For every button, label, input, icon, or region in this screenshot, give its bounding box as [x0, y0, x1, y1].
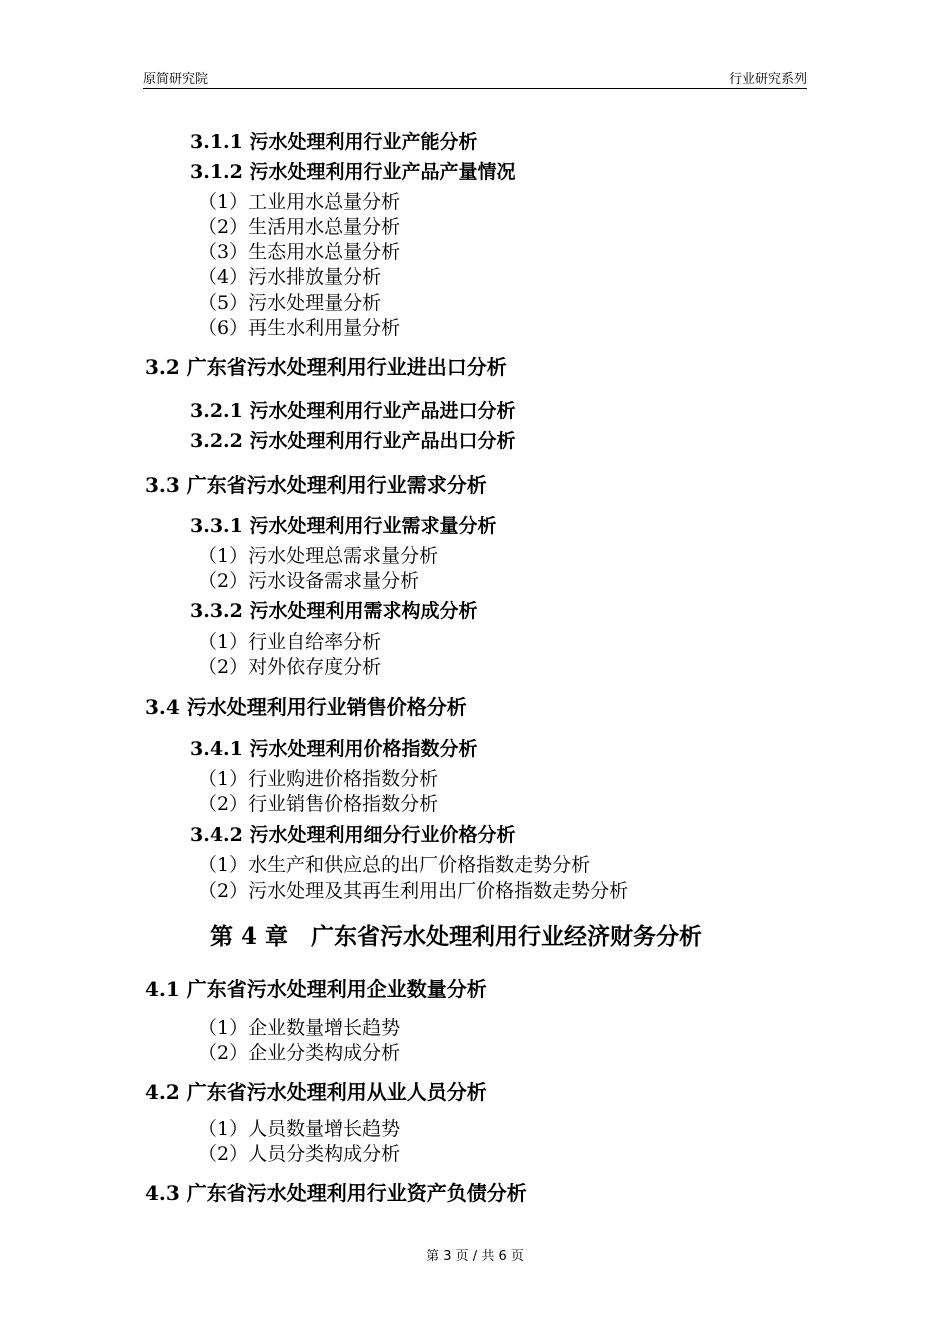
list-item: （6）再生水利用量分析 [198, 317, 401, 339]
page-footer: 第 3 页 / 共 6 页 [426, 1249, 524, 1264]
page-header [143, 66, 807, 89]
list-item: （2）人员分类构成分析 [198, 1143, 401, 1165]
list-item: （2）生活用水总量分析 [198, 216, 401, 238]
section-heading: 3.2 广东省污水处理利用行业进出口分析 [145, 355, 507, 379]
section-heading: 3.4 污水处理利用行业销售价格分析 [145, 695, 467, 719]
subsection-heading: 3.4.2 污水处理利用细分行业价格分析 [190, 824, 516, 846]
list-item: （2）行业销售价格指数分析 [198, 793, 439, 815]
list-item: （1）行业购进价格指数分析 [198, 768, 439, 790]
section-heading: 4.2 广东省污水处理利用从业人员分析 [145, 1080, 487, 1104]
list-item: （1）行业自给率分析 [198, 631, 382, 653]
chapter-heading: 第 4 章 广东省污水处理利用行业经济财务分析 [210, 923, 703, 950]
header-series-name: 行业研究系列 [728, 72, 807, 87]
list-item: （2）污水处理及其再生利用出厂价格指数走势分析 [198, 880, 629, 902]
list-item: （1）企业数量增长趋势 [198, 1017, 401, 1039]
list-item: （3）生态用水总量分析 [198, 241, 401, 263]
subsection-heading: 3.1.2 污水处理利用行业产品产量情况 [190, 161, 516, 183]
list-item: （5）污水处理量分析 [198, 292, 382, 314]
list-item: （2）污水设备需求量分析 [198, 570, 420, 592]
list-item: （2）对外依存度分析 [198, 656, 382, 678]
list-item: （1）工业用水总量分析 [198, 191, 401, 213]
section-heading: 3.3 广东省污水处理利用行业需求分析 [145, 473, 487, 497]
list-item: （1）污水处理总需求量分析 [198, 545, 439, 567]
subsection-heading: 3.3.2 污水处理利用需求构成分析 [190, 600, 478, 622]
list-item: （4）污水排放量分析 [198, 266, 382, 288]
section-heading: 4.1 广东省污水处理利用企业数量分析 [145, 977, 487, 1001]
subsection-heading: 3.1.1 污水处理利用行业产能分析 [190, 131, 478, 153]
section-heading: 4.3 广东省污水处理利用行业资产负债分析 [145, 1181, 527, 1205]
subsection-heading: 3.3.1 污水处理利用行业需求量分析 [190, 515, 497, 537]
subsection-heading: 3.4.1 污水处理利用价格指数分析 [190, 738, 478, 760]
subsection-heading: 3.2.2 污水处理利用行业产品出口分析 [190, 430, 516, 452]
header-org-name: 原简研究院 [143, 72, 209, 87]
list-item: （1）人员数量增长趋势 [198, 1118, 401, 1140]
list-item: （2）企业分类构成分析 [198, 1042, 401, 1064]
list-item: （1）水生产和供应总的出厂价格指数走势分析 [198, 854, 591, 876]
subsection-heading: 3.2.1 污水处理利用行业产品进口分析 [190, 400, 516, 422]
